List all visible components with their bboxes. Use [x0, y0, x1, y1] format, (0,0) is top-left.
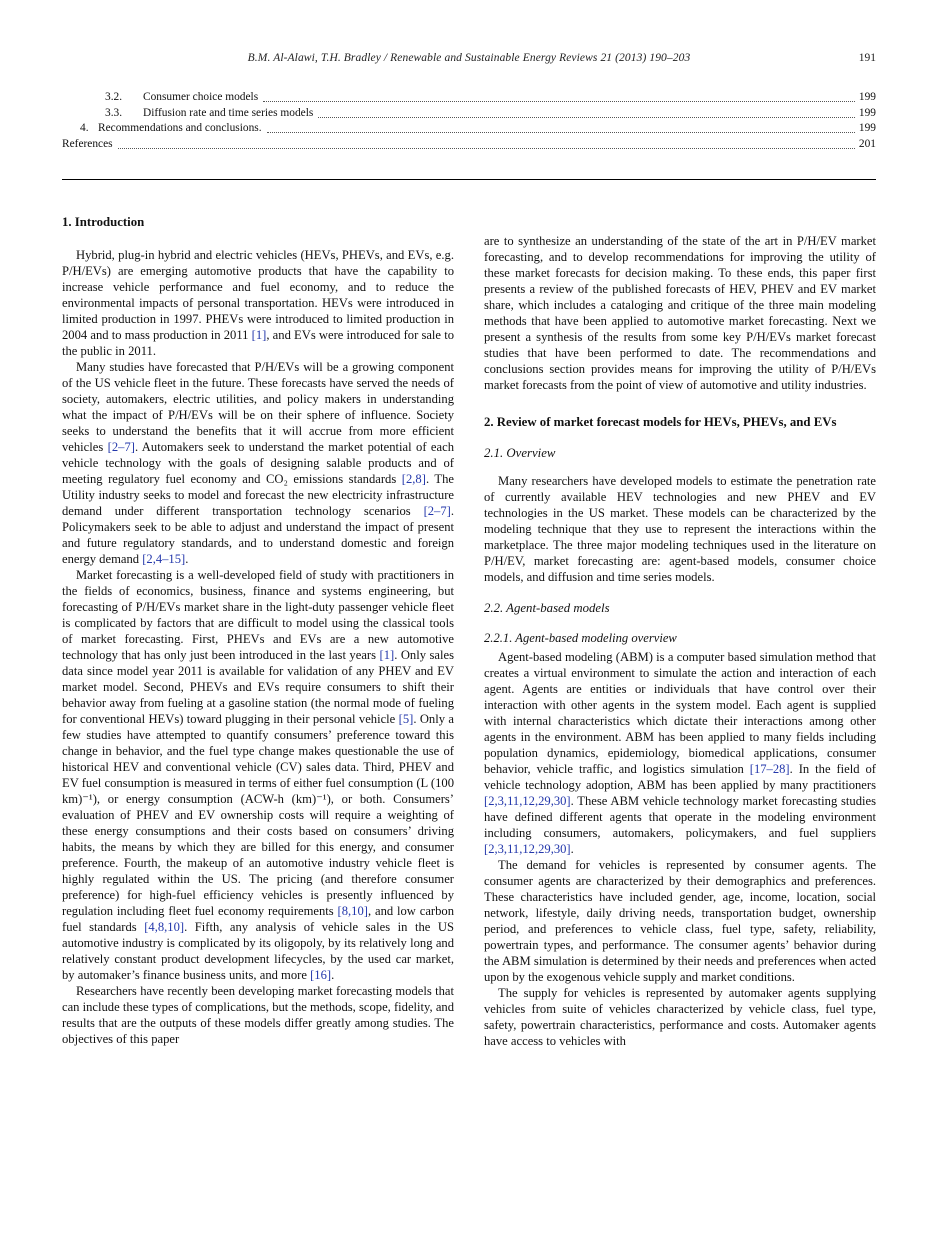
toc-number: 4.: [80, 122, 89, 134]
page-header: [62, 52, 876, 68]
toc-label: References: [62, 137, 113, 150]
citation-link[interactable]: [2,3,11,12,29,30]: [484, 841, 571, 856]
paragraph: Researchers have recently been developing market forecasting models that can include these types of complications, but the methods, scope, fidelity, and results that are the outputs of these models differ greatly among studies. The objectives of this paper: [62, 983, 454, 1046]
toc-label: Consumer choice models: [143, 91, 259, 103]
section-heading-review: 2. Review of market forecast models for HEVs, PHEVs, and EVs: [484, 414, 837, 429]
subsection-heading-agent-based-models: 2.2. Agent-based models: [484, 600, 610, 615]
paragraph: The demand for vehicles is represented by consumer agents. The consumer agents are characterized by their demographics and preferences. These characteristics have included gender, age, income, location, social network, lifestyle, daily driving needs, transportation budget, ownership period, and preferences to vehicle class, fuel type, safety, reliability, powertrain types, and performance. The consumer agents’ behavior during the ABM simulation is determined by their needs and preferences when acted upon by the exogenous vehicle supply and market conditions.: [484, 857, 876, 984]
section-heading-introduction: 1. Introduction: [62, 214, 145, 229]
citation-link[interactable]: [2–7]: [423, 503, 451, 518]
article-body: [62, 214, 876, 1049]
subsubsection-heading-abm-overview: 2.2.1. Agent-based modeling overview: [484, 630, 677, 645]
subsection-heading-overview: 2.1. Overview: [484, 445, 556, 460]
toc-row-references: [62, 137, 876, 152]
citation-link[interactable]: [17–28]: [749, 761, 790, 776]
citation-link[interactable]: [4,8,10]: [144, 919, 185, 934]
toc-label: Diffusion rate and time series models: [143, 106, 314, 119]
running-title: B.M. Al-Alawi, T.H. Bradley / Renewable and Sustainable Energy Reviews 21 (2013) 190–203: [247, 52, 691, 64]
citation-link[interactable]: [2,3,11,12,29,30]: [484, 793, 571, 808]
paragraph: Hybrid, plug-in hybrid and electric vehicles (HEVs, PHEVs, and EVs, e.g. P/H/EVs) are emerging automotive products that have the capability to increase vehicle performance and fuel economy, and to reduce the environmental impacts of personal transportation. HEVs were introduced in limited production in 1997. PHEVs were introduced to limited production in 2004 and to mass production in 2011 [1], and EVs were introduced for sale to the public in 2011.: [62, 247, 454, 358]
citation-link[interactable]: [2–7]: [107, 439, 135, 454]
toc-dot-leader: [263, 101, 855, 102]
toc-row-3-3: [62, 106, 876, 121]
citation-link[interactable]: [2,4–15]: [142, 551, 186, 566]
paragraph: Agent-based modeling (ABM) is a computer based simulation method that creates a virtual environment to simulate the action and interaction of each agent. Agents are entities or individuals that have control over their interaction with other agents in the system model. Each agent is supplied with internal characteristics which dictate their interactions among other agents in the environment. ABM has been applied to many fields including population dynamics, epidemiology, biomedical applications, consumer behavior, vehicle traffic, and logistics simulation [17–28]. In the field of vehicle technology adoption, ABM has been applied by many practitioners [2,3,11,12,29,30]. These ABM vehicle technology market forecasting studies have defined different agents that operate in the modeling environment including consumers, automakers, policymakers, and fuel suppliers [2,3,11,12,29,30].: [484, 649, 876, 856]
citation-link[interactable]: [5]: [398, 711, 414, 726]
page-number: 191: [858, 52, 876, 64]
citation-link[interactable]: [1]: [251, 327, 267, 342]
toc-page-number: 199: [858, 91, 876, 103]
toc-page-number: 201: [858, 137, 876, 150]
toc-label: Recommendations and conclusions.: [98, 122, 262, 134]
front-matter-divider: [62, 179, 876, 180]
citation-link[interactable]: [16]: [310, 967, 332, 982]
paragraph-continuation: are to synthesize an understanding of the state of the art in P/H/EV market forecasting, and to develop recommendations for improving the utility of these market forecasts for decision making. To these ends, this paper first presents a review of the published forecasts of HEV, PHEV and EV market share, which includes a cataloging and critique of the three main modeling methods that have been applied to automotive market forecasting. Next we present a synthesis of the results from some key P/H/EVs market forecast studies that have been performed to date. The recommendations and conclusions section provides means for improving the utility of P/H/EVs market forecasts from the point of view of automotive and utility industries.: [484, 233, 876, 392]
citation-link[interactable]: [1]: [379, 647, 395, 662]
paragraph: Many researchers have developed models to estimate the penetration rate of currently available HEV technologies and new PHEV and EV technologies in the US market. These models can be characterized by the modeling technique that they use to represent the interactions within the marketplace. The three major modeling techniques used in the literature on P/H/EV, market forecasting are: agent-based models, consumer choice models, and diffusion and time series models.: [484, 473, 876, 584]
toc-number: 3.3.: [105, 106, 123, 119]
paragraph: The supply for vehicles is represented by automaker agents supplying vehicles from suite of vehicles characterized by vehicle class, fuel type, safety, powertrain characteristics, performance and costs. Automaker agents have access to vehicles with: [484, 985, 876, 1048]
paragraph: Market forecasting is a well-developed field of study with practitioners in the fields of economics, business, finance and systems engineering, but forecasting of P/H/EVs market share in the light-duty passenger vehicle fleet is complicated by factors that are difficult to model using the classical tools of market forecasting. First, PHEVs and EVs are a new automotive technology that has only just been introduced in the last years [1]. Only sales data since model year 2011 is available for validation of any PHEV and EV market model. Second, PHEVs and EVs require consumers to shift their behavior away from fueling at a gasoline station (the normal mode of fueling for conventional HEVs) toward plugging in their personal vehicle [5]. Only a few studies have attempted to quantify consumers’ preference toward this change in behavior, and the fuel type change makes questionable the use of historical HEV and conventional vehicle (CV) sales data. Third, PHEV and EV fuel consumption is measured in terms of either fuel consumption (L (100 km)⁻¹), or energy consumption (ACW-h (km)⁻¹), or both. Consumers’ evaluation of PHEV and EV ownership costs will require a weighting of these energy consumptions and their costs based on consumers’ driving habits, the means by which they are billed for this energy, and consumer preference. Fourth, the makeup of an automotive industry vehicle fleet is highly regulated within the US. The pricing (and therefore consumer preference) for high-fuel efficiency vehicles is presently influenced by regulation including fleet fuel economy requirements [8,10], and low carbon fuel standards [4,8,10]. Fifth, any analysis of vehicle sales in the US automotive industry is complicated by its oligopoly, by its relatively long and relatively constant product development lifecycles, by the used car market, by automaker’s finance business units, and more [16].: [62, 567, 454, 982]
toc-page-number: 199: [858, 106, 876, 119]
toc-number: 3.2.: [105, 91, 123, 103]
toc-row-3-2: [62, 90, 876, 105]
citation-link[interactable]: [8,10]: [337, 903, 368, 918]
table-of-contents: [62, 90, 876, 152]
left-column: [62, 214, 454, 1049]
toc-row-4: [62, 121, 876, 136]
toc-dot-leader: [318, 117, 855, 118]
paragraph: Many studies have forecasted that P/H/EVs will be a growing component of the US vehicle fleet in the future. These forecasts have served the needs of society, automakers, electric utilities, and policy makers in understanding what the impact of P/H/EVs will be on their sphere of influence. Society seeks to understand the benefits that it will accrue from more efficient vehicles [2–7]. Automakers seek to understand the market potential of each vehicle technology with the goals of designing salable products and of meeting regulatory fuel economy and CO₂ emissions standards [2,8]. The Utility industry seeks to model and forecast the new electricity infrastructure demand under different transportation technology scenarios [2–7]. Policymakers seek to be able to adjust and understand the impact of present and future regulatory standards, and to understand domestic and foreign energy demand [2,4–15].: [62, 359, 454, 566]
toc-page-number: 199: [858, 122, 876, 134]
citation-link[interactable]: [2,8]: [401, 471, 426, 486]
right-column: [484, 214, 876, 1049]
toc-dot-leader: [267, 132, 855, 133]
toc-dot-leader: [118, 148, 855, 149]
